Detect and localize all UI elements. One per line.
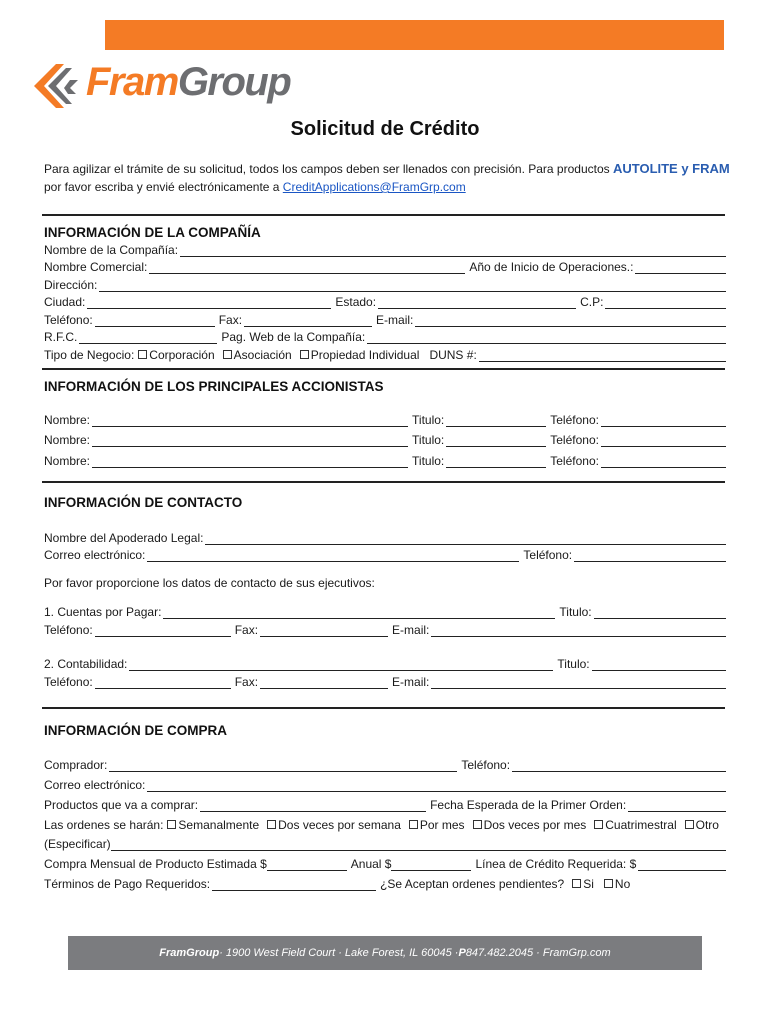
- ap-row: 1. Cuentas por Pagar: Titulo:: [44, 604, 726, 621]
- footer-phone: 847.482.2045 · FramGrp.com: [465, 947, 611, 959]
- company-name-row: Nombre de la Compañía:: [44, 242, 726, 259]
- footer-bar: [68, 936, 702, 970]
- specify-row: (Especificar): [44, 836, 726, 853]
- page-title: Solicitud de Crédito: [290, 118, 480, 140]
- checkbox-quarterly[interactable]: [594, 820, 603, 829]
- divider: [42, 368, 725, 370]
- section-title-contact: INFORMACIÓN DE CONTACTO: [44, 495, 243, 510]
- ap-phone-row: Teléfono: Fax: E-mail:: [44, 622, 726, 639]
- order-frequency-row: Las ordenes se harán: Semanalmente Dos veces por semana Por mes Dos veces por mes Cuatrimestral Otro: [44, 818, 719, 832]
- checkbox-other[interactable]: [685, 820, 694, 829]
- checkbox-backorders-no[interactable]: [604, 879, 613, 888]
- purchase-email-field[interactable]: [147, 779, 726, 792]
- specify-field[interactable]: [111, 838, 726, 851]
- checkbox-twice-monthly[interactable]: [473, 820, 482, 829]
- shareholder-name-field[interactable]: [92, 414, 408, 427]
- footer-address: · 1900 West Field Court · Lake Forest, IL 60045 ·: [219, 947, 459, 959]
- shareholder-phone-field[interactable]: [601, 434, 726, 447]
- shareholder-row: Nombre: Titulo: Teléfono:: [44, 412, 726, 429]
- checkbox-twice-weekly[interactable]: [267, 820, 276, 829]
- payment-terms-field[interactable]: [212, 878, 376, 891]
- buyer-row: Comprador: Teléfono:: [44, 757, 726, 774]
- first-order-date-field[interactable]: [628, 799, 726, 812]
- checkbox-backorders-yes[interactable]: [572, 879, 581, 888]
- divider: [42, 481, 725, 483]
- divider: [42, 214, 725, 216]
- shareholder-title-field[interactable]: [446, 455, 546, 468]
- annual-estimate-field[interactable]: [391, 858, 471, 871]
- credit-line-field[interactable]: [638, 858, 726, 871]
- monthly-estimate-row: Compra Mensual de Producto Estimada $ Anual $ Línea de Crédito Requerida: $: [44, 856, 726, 873]
- contact-phone-field[interactable]: [574, 549, 726, 562]
- rfc-row: R.F.C. Pag. Web de la Compañía:: [44, 329, 726, 346]
- accounting-fax-field[interactable]: [260, 676, 388, 689]
- section-title-purchase: INFORMACIÓN DE COMPRA: [44, 723, 227, 738]
- shareholder-row: Nombre: Titulo: Teléfono:: [44, 453, 726, 470]
- accounting-name-field[interactable]: [129, 658, 553, 671]
- ap-phone-field[interactable]: [95, 624, 231, 637]
- address-field[interactable]: [99, 279, 726, 292]
- shareholder-name-field[interactable]: [92, 434, 408, 447]
- website-field[interactable]: [367, 331, 726, 344]
- trade-name-row: Nombre Comercial: Año de Inicio de Operaciones.:: [44, 259, 726, 276]
- rfc-field[interactable]: [79, 331, 217, 344]
- ap-email-field[interactable]: [431, 624, 726, 637]
- company-email-field[interactable]: [415, 314, 726, 327]
- duns-field[interactable]: [479, 349, 726, 362]
- state-field[interactable]: [378, 296, 576, 309]
- section-title-shareholders: INFORMACIÓN DE LOS PRINCIPALES ACCIONISTAS: [44, 379, 384, 394]
- company-phone-field[interactable]: [95, 314, 215, 327]
- checkbox-weekly[interactable]: [167, 820, 176, 829]
- accounting-title-field[interactable]: [592, 658, 726, 671]
- city-row: Ciudad: Estado: C.P:: [44, 294, 726, 311]
- executives-note: Por favor proporcione los datos de contacto de sus ejecutivos:: [44, 576, 375, 590]
- accounting-phone-field[interactable]: [95, 676, 231, 689]
- monthly-estimate-field[interactable]: [267, 858, 347, 871]
- accounting-email-field[interactable]: [431, 676, 726, 689]
- business-type-row: Tipo de Negocio: Corporación Asociación Propiedad Individual DUNS #:: [44, 347, 726, 364]
- shareholder-row: Nombre: Titulo: Teléfono:: [44, 432, 726, 449]
- shareholder-title-field[interactable]: [446, 414, 546, 427]
- shareholder-phone-field[interactable]: [601, 414, 726, 427]
- contact-email-field[interactable]: [147, 549, 519, 562]
- contact-email-row: Correo electrónico: Teléfono:: [44, 547, 726, 564]
- logo-wordmark: FramGroup: [86, 60, 291, 104]
- divider: [42, 707, 725, 709]
- address-row: Dirección:: [44, 277, 726, 294]
- logo-chevron-icon: [30, 58, 86, 114]
- checkbox-corporation[interactable]: [138, 350, 147, 359]
- legal-rep-row: Nombre del Apoderado Legal:: [44, 530, 726, 547]
- terms-row: Términos de Pago Requeridos: ¿Se Aceptan ordenes pendientes? Si No: [44, 877, 631, 891]
- company-phone-row: Teléfono: Fax: E-mail:: [44, 312, 726, 329]
- checkbox-sole-proprietor[interactable]: [300, 350, 309, 359]
- ap-fax-field[interactable]: [260, 624, 388, 637]
- buyer-field[interactable]: [109, 759, 457, 772]
- company-fax-field[interactable]: [244, 314, 372, 327]
- credit-email-link[interactable]: CreditApplications@FramGrp.com: [282, 180, 466, 194]
- shareholder-phone-field[interactable]: [601, 455, 726, 468]
- buyer-phone-field[interactable]: [512, 759, 726, 772]
- trade-name-field[interactable]: [149, 261, 465, 274]
- shareholder-title-field[interactable]: [446, 434, 546, 447]
- footer-phone-label: P: [458, 947, 466, 959]
- products-row: Productos que va a comprar: Fecha Esperada de la Primer Orden:: [44, 797, 726, 814]
- intro-text: Para agilizar el trámite de su solicitud, todos los campos deben ser llenados con precisión. Para productos AUTOLITE y FRAM por favor escriba y envié electrónicamente a CreditApplications@FramGrp.com: [44, 161, 730, 194]
- ap-title-field[interactable]: [594, 606, 726, 619]
- zip-field[interactable]: [605, 296, 726, 309]
- framgroup-logo: [30, 58, 320, 114]
- checkbox-monthly[interactable]: [409, 820, 418, 829]
- accounting-phone-row: Teléfono: Fax: E-mail:: [44, 674, 726, 691]
- brand-names: AUTOLITE y FRAM: [612, 161, 730, 176]
- accounting-row: 2. Contabilidad: Titulo:: [44, 656, 726, 673]
- section-title-company: INFORMACIÓN DE LA COMPAÑÍA: [44, 225, 261, 240]
- city-field[interactable]: [87, 296, 331, 309]
- company-name-field[interactable]: [180, 244, 726, 257]
- purchase-email-row: Correo electrónico:: [44, 777, 726, 794]
- checkbox-association[interactable]: [223, 350, 232, 359]
- products-field[interactable]: [200, 799, 426, 812]
- ap-name-field[interactable]: [163, 606, 555, 619]
- start-year-field[interactable]: [635, 261, 726, 274]
- shareholder-name-field[interactable]: [92, 455, 408, 468]
- footer-brand: FramGroup: [159, 947, 220, 959]
- header-orange-bar: [105, 20, 724, 50]
- legal-rep-field[interactable]: [205, 532, 726, 545]
